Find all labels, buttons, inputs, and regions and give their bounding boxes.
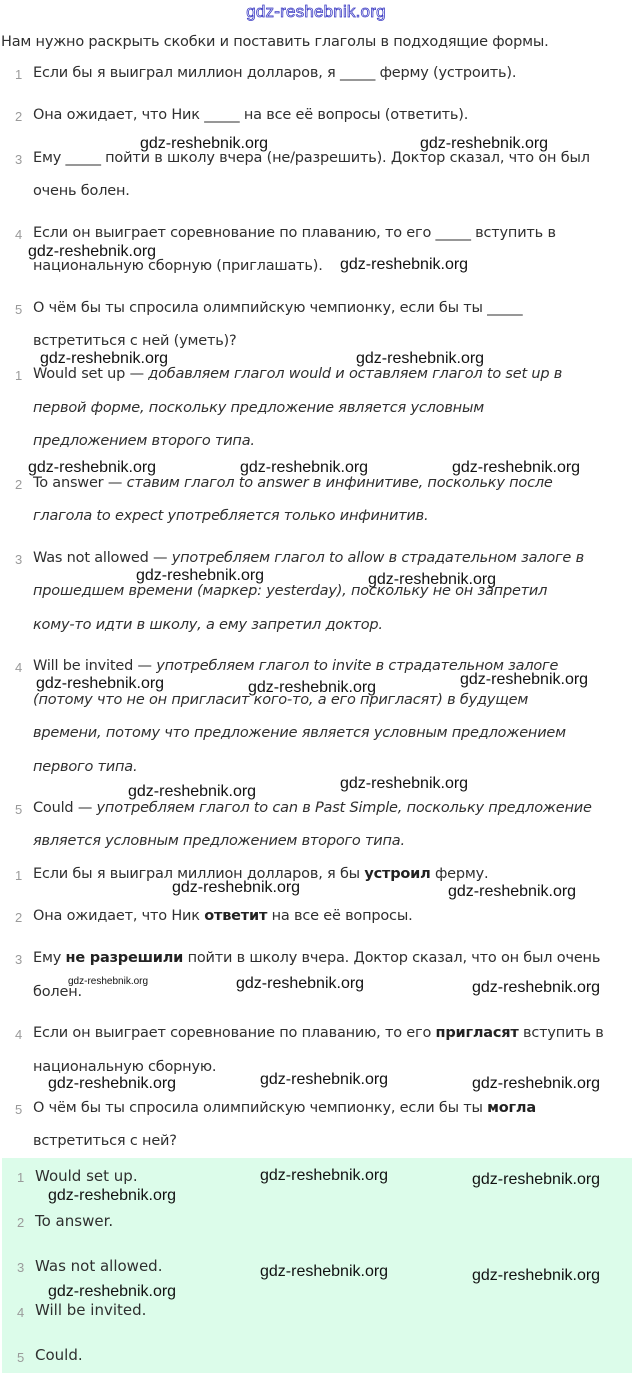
answer-1: Would set up. (35, 1167, 138, 1185)
watermark: gdz-reshebnik.org (40, 350, 169, 367)
explanation-3-line-2: прошедшем времени (маркер: yesterday), поскольку не он запретил (33, 583, 548, 599)
watermark: gdz-reshebnik.org (248, 679, 377, 696)
task-3-line-2: очень болен. (33, 183, 130, 199)
task-4-number: 4 (15, 227, 23, 242)
watermark: gdz-reshebnik.org (472, 979, 601, 996)
watermark: gdz-reshebnik.org (460, 671, 589, 688)
explanation-4-answer: Will be invited — (33, 658, 157, 674)
answer-3: Was not allowed. (35, 1257, 163, 1275)
intro-text: Нам нужно раскрыть скобки и поставить глаголы в подходящие формы. (1, 34, 549, 50)
task-4-line-2: национальную сборную (приглашать). (33, 258, 323, 274)
translation-3-line-2: болен. (33, 984, 82, 1000)
translation-2-line-1 (33, 908, 412, 924)
explanation-2-line-1 (33, 475, 553, 491)
watermark: gdz-reshebnik.org (472, 1075, 601, 1092)
watermark: gdz-reshebnik.org (236, 975, 365, 992)
answer-3-number: 3 (17, 1260, 25, 1275)
watermark: gdz-reshebnik.org (260, 1071, 389, 1088)
watermark: gdz-reshebnik.org (340, 775, 469, 792)
task-4-line-1: Если он выиграет соревнование по плаванию, то его _____ вступить в (33, 225, 556, 241)
explanation-1-number: 1 (15, 368, 23, 383)
explanation-4-line-2: (потому что не он пригласит кого-то, а его пригласят) в будущем (33, 692, 529, 708)
translation-3-post: пойти в школу вчера. Доктор сказал, что он был очень (183, 950, 601, 966)
translation-2-number: 2 (15, 910, 23, 925)
watermark: gdz-reshebnik.org (48, 1283, 177, 1300)
translation-3-line-1 (33, 950, 600, 966)
task-2-number: 2 (15, 109, 23, 124)
translation-5-pre: О чём бы ты спросила олимпийскую чемпионку, если бы ты (33, 1100, 488, 1116)
watermark: gdz-reshebnik.org (472, 1171, 601, 1188)
watermark: gdz-reshebnik.org (48, 1075, 177, 1092)
explanation-5-answer: Could — (33, 800, 97, 816)
explanation-2-text: ставим глагол to answer в инфинитиве, поскольку после (126, 475, 553, 491)
explanation-3-number: 3 (15, 552, 23, 567)
translation-4-answer: пригласят (435, 1025, 519, 1041)
translation-5-line-2: встретиться с ней? (33, 1133, 177, 1149)
translation-5-answer: могла (487, 1100, 536, 1116)
answer-2-number: 2 (17, 1215, 25, 1230)
translation-3-answer: не разрешили (65, 950, 184, 966)
translation-4-line-1 (33, 1025, 604, 1041)
task-1-line-1: Если бы я выиграл миллион долларов, я _____ ферму (устроить). (33, 65, 517, 81)
watermark: gdz-reshebnik.org (28, 459, 157, 476)
explanation-2-answer: To answer — (33, 475, 127, 491)
task-3-number: 3 (15, 152, 23, 167)
watermark: gdz-reshebnik.org (172, 879, 301, 896)
explanation-4-number: 4 (15, 660, 23, 675)
watermark: gdz-reshebnik.org (68, 976, 149, 987)
answer-5: Could. (35, 1346, 83, 1364)
task-5-line-1: О чём бы ты спросила олимпийскую чемпионку, если бы ты _____ (33, 300, 523, 316)
watermark: gdz-reshebnik.org (36, 675, 165, 692)
watermark: gdz-reshebnik.org (356, 350, 485, 367)
explanation-3-answer: Was not allowed — (33, 550, 172, 566)
translation-2-answer: ответит (204, 908, 268, 924)
watermark: gdz-reshebnik.org (260, 1263, 389, 1280)
translation-1-pre: Если бы я выиграл миллион долларов, я бы (33, 866, 365, 882)
answer-1-number: 1 (17, 1170, 25, 1185)
translation-1-answer: устроил (364, 866, 431, 882)
watermark: gdz-reshebnik.org (140, 135, 269, 152)
translation-4-number: 4 (15, 1027, 23, 1042)
watermark: gdz-reshebnik.org (472, 1267, 601, 1284)
translation-4-pre: Если он выиграет соревнование по плаванию, то его (33, 1025, 436, 1041)
explanation-4-text: употребляем глагол to invite в страдательном залоге (156, 658, 559, 674)
answer-2: To answer. (35, 1212, 114, 1230)
explanation-5-line-1 (33, 800, 592, 816)
watermark: gdz-reshebnik.org (452, 459, 581, 476)
explanation-2-number: 2 (15, 477, 23, 492)
explanation-3-text: употребляем глагол to allow в страдательном залоге в (171, 550, 584, 566)
translation-3-pre: Ему (33, 950, 66, 966)
watermark: gdz-reshebnik.org (340, 256, 469, 273)
explanation-1-line-2: первой форме, поскольку предложение является условным (33, 400, 484, 416)
task-1-number: 1 (15, 67, 23, 82)
translation-1-number: 1 (15, 868, 23, 883)
task-5-number: 5 (15, 302, 23, 317)
translation-4-post: вступить в (518, 1025, 604, 1041)
translation-3-number: 3 (15, 952, 23, 967)
watermark: gdz-reshebnik.org (240, 459, 369, 476)
explanation-2-line-2: глагола to expect употребляется только инфинитив. (33, 508, 429, 524)
watermark: gdz-reshebnik.org (28, 243, 157, 260)
translation-2-pre: Она ожидает, что Ник (33, 908, 205, 924)
explanation-3-line-1 (33, 550, 584, 566)
watermark: gdz-reshebnik.org (128, 783, 257, 800)
explanation-4-line-4: первого типа. (33, 759, 138, 775)
watermark: gdz-reshebnik.org (48, 1187, 177, 1204)
task-2-line-1: Она ожидает, что Ник _____ на все её вопросы (ответить). (33, 107, 469, 123)
task-3-line-1: Ему _____ пойти в школу вчера (не/разрешить). Доктор сказал, что он был (33, 150, 590, 166)
watermark: gdz-reshebnik.org (368, 571, 497, 588)
watermark: gdz-reshebnik.org (420, 135, 549, 152)
explanation-1-line-3: предложением второго типа. (33, 433, 255, 449)
explanation-3-line-3: кому-то идти в школу, а ему запретил доктор. (33, 617, 383, 633)
explanation-1-answer: Would set up — (33, 366, 149, 382)
translation-1-post: ферму. (430, 866, 489, 882)
answer-5-number: 5 (17, 1350, 25, 1365)
task-5-line-2: встретиться с ней (уметь)? (33, 333, 237, 349)
explanation-4-line-3: времени, потому что предложение является условным предложением (33, 725, 566, 741)
translation-5-number: 5 (15, 1102, 23, 1117)
watermark: gdz-reshebnik.org (260, 1167, 389, 1184)
translation-2-post: на все её вопросы. (267, 908, 413, 924)
watermark: gdz-reshebnik.org (448, 883, 577, 900)
explanation-1-text: добавляем глагол would и оставляем глагол to set up в (148, 366, 563, 382)
translation-4-line-2: национальную сборную. (33, 1059, 217, 1075)
answer-4-number: 4 (17, 1305, 25, 1320)
explanation-5-text: употребляем глагол to can в Past Simple, поскольку предложение (96, 800, 592, 816)
explanation-5-number: 5 (15, 802, 23, 817)
answer-4: Will be invited. (35, 1301, 147, 1319)
explanation-1-line-1 (33, 366, 562, 382)
logo[interactable]: gdz-reshebnik.org (246, 2, 386, 21)
watermark: gdz-reshebnik.org (136, 567, 265, 584)
translation-5-line-1 (33, 1100, 536, 1116)
explanation-5-line-2: является условным предложением второго типа. (33, 833, 405, 849)
